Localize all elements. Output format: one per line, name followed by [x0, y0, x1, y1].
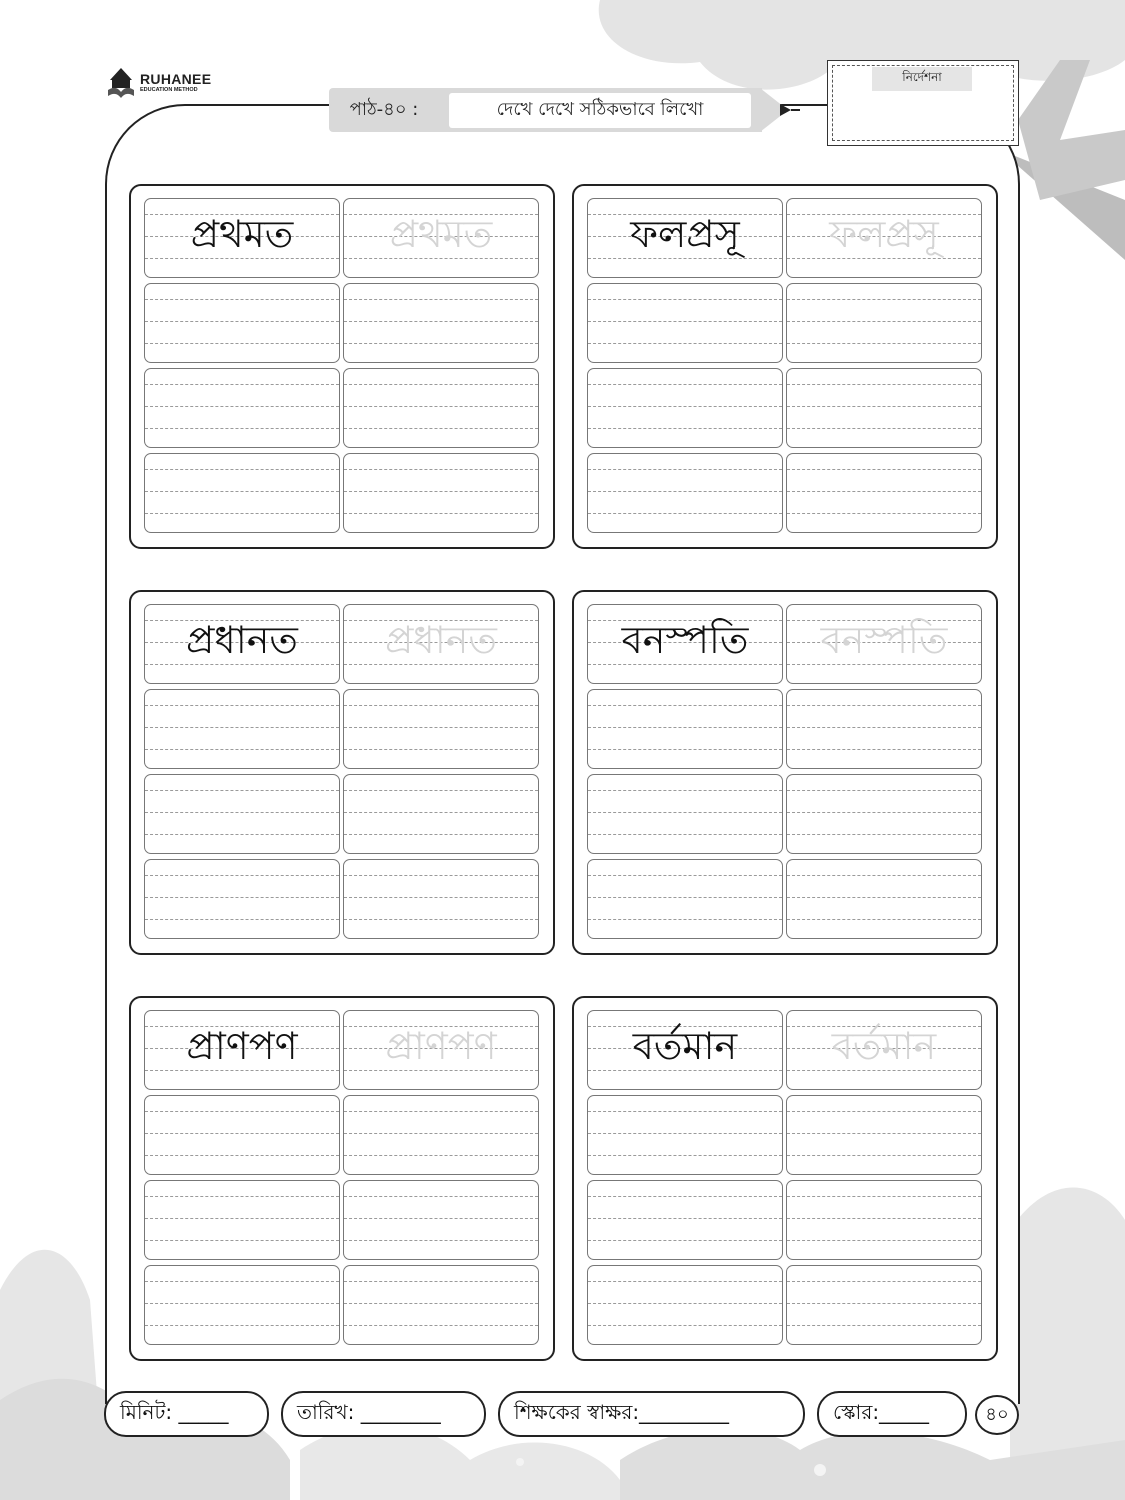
guide-line [344, 513, 538, 514]
guide-line [145, 1240, 339, 1241]
trace-word: বর্তমান [831, 1024, 937, 1068]
word-practice-panel [129, 590, 555, 955]
writing-cell[interactable] [343, 453, 539, 533]
trace-word-cell[interactable] [343, 604, 539, 684]
book-mosque-icon [106, 66, 136, 100]
instruction-label: নির্দেশনা [872, 67, 972, 91]
guide-line [787, 790, 981, 791]
writing-cell[interactable] [144, 689, 340, 769]
guide-line [787, 321, 981, 322]
writing-cell[interactable] [587, 1095, 783, 1175]
guide-line [344, 834, 538, 835]
guide-line [344, 1325, 538, 1326]
word-practice-panel [572, 996, 998, 1361]
guide-line [588, 1281, 782, 1282]
minutes-field[interactable]: মিনিট: _____ [104, 1391, 269, 1437]
guide-line [787, 491, 981, 492]
guide-line [588, 749, 782, 750]
guide-line [344, 321, 538, 322]
model-word: ফলপ্রসূ [630, 212, 740, 256]
guide-line [787, 897, 981, 898]
guide-line [145, 1133, 339, 1134]
guide-line [145, 406, 339, 407]
writing-cell[interactable] [144, 283, 340, 363]
guide-line [145, 875, 339, 876]
guide-line [588, 1196, 782, 1197]
trace-word: প্রধানত [385, 618, 497, 662]
trace-word: প্রথমত [389, 212, 493, 256]
score-field[interactable]: স্কোর:_____ [817, 1391, 967, 1437]
guide-line [145, 384, 339, 385]
trace-word: ফলপ্রসূ [829, 212, 939, 256]
guide-line [145, 1281, 339, 1282]
writing-cell[interactable] [343, 859, 539, 939]
guide-line [588, 428, 782, 429]
guide-line [145, 727, 339, 728]
brand-name: RUHANEE [140, 71, 212, 88]
guide-line [787, 705, 981, 706]
writing-cell[interactable] [587, 774, 783, 854]
writing-cell[interactable] [786, 1180, 982, 1260]
guide-line [588, 1303, 782, 1304]
guide-line [787, 1325, 981, 1326]
writing-cell[interactable] [587, 859, 783, 939]
guide-line [344, 1111, 538, 1112]
guide-line [145, 1325, 339, 1326]
guide-line [145, 513, 339, 514]
guide-line [588, 343, 782, 344]
guide-line [588, 406, 782, 407]
guide-line [344, 491, 538, 492]
writing-cell[interactable] [587, 283, 783, 363]
guide-line [588, 1218, 782, 1219]
guide-line [145, 812, 339, 813]
model-word: বর্তমান [632, 1024, 738, 1068]
guide-line [787, 1133, 981, 1134]
writing-cell[interactable] [786, 368, 982, 448]
model-word-cell [144, 1010, 340, 1090]
lesson-number: পাঠ-৪০ : [329, 88, 439, 132]
guide-line [787, 1303, 981, 1304]
writing-cell[interactable] [144, 368, 340, 448]
guide-line [344, 875, 538, 876]
guide-line [145, 834, 339, 835]
trace-word-cell[interactable] [786, 1010, 982, 1090]
guide-line [344, 428, 538, 429]
guide-line [344, 1281, 538, 1282]
word-practice-panel [129, 996, 555, 1361]
guide-line [787, 406, 981, 407]
guide-line [787, 812, 981, 813]
writing-cell[interactable] [786, 453, 982, 533]
guide-line [145, 1218, 339, 1219]
guide-line [588, 321, 782, 322]
word-practice-panel [572, 184, 998, 549]
model-word-cell [144, 604, 340, 684]
guide-line [145, 428, 339, 429]
guide-line [588, 491, 782, 492]
trace-word: প্রাণপণ [385, 1024, 497, 1068]
guide-line [145, 1196, 339, 1197]
guide-line [344, 1196, 538, 1197]
writing-cell[interactable] [786, 689, 982, 769]
guide-line [588, 919, 782, 920]
pencil-tip-icon [760, 88, 800, 132]
guide-line [787, 1111, 981, 1112]
guide-line [588, 812, 782, 813]
guide-line [145, 299, 339, 300]
guide-line [787, 428, 981, 429]
guide-line [588, 727, 782, 728]
guide-line [787, 919, 981, 920]
writing-cell[interactable] [786, 283, 982, 363]
guide-line [145, 705, 339, 706]
guide-line [145, 321, 339, 322]
trace-word-cell[interactable] [786, 604, 982, 684]
guide-line [145, 469, 339, 470]
guide-line [344, 469, 538, 470]
guide-line [145, 1303, 339, 1304]
guide-line [787, 469, 981, 470]
guide-line [787, 343, 981, 344]
model-word-cell [144, 198, 340, 278]
guide-line [588, 513, 782, 514]
guide-line [344, 897, 538, 898]
guide-line [588, 1133, 782, 1134]
guide-line [145, 343, 339, 344]
guide-line [344, 1303, 538, 1304]
brand-tagline: EDUCATION METHOD [140, 87, 198, 94]
writing-cell[interactable] [587, 1180, 783, 1260]
writing-cell[interactable] [144, 859, 340, 939]
guide-line [588, 469, 782, 470]
guide-line [344, 1155, 538, 1156]
writing-cell[interactable] [343, 1180, 539, 1260]
writing-cell[interactable] [587, 1265, 783, 1345]
guide-line [588, 834, 782, 835]
guide-line [344, 790, 538, 791]
model-word: প্রধানত [186, 618, 298, 662]
trace-word-cell[interactable] [343, 198, 539, 278]
page-number: ৪০ [975, 1395, 1019, 1435]
model-word-cell [587, 198, 783, 278]
writing-cell[interactable] [786, 1265, 982, 1345]
guide-line [145, 491, 339, 492]
guide-line [787, 727, 981, 728]
model-word: বনস্পতি [621, 618, 749, 662]
model-word: প্রথমত [190, 212, 294, 256]
writing-cell[interactable] [786, 774, 982, 854]
writing-cell[interactable] [786, 1095, 982, 1175]
guide-line [588, 1155, 782, 1156]
model-word: প্রাণপণ [186, 1024, 298, 1068]
writing-cell[interactable] [144, 1180, 340, 1260]
guide-line [344, 343, 538, 344]
guide-line [787, 1196, 981, 1197]
writing-cell[interactable] [587, 453, 783, 533]
guide-line [344, 749, 538, 750]
writing-cell[interactable] [343, 774, 539, 854]
guide-line [145, 1155, 339, 1156]
writing-cell[interactable] [343, 689, 539, 769]
guide-line [787, 1240, 981, 1241]
writing-cell[interactable] [343, 1265, 539, 1345]
guide-line [145, 790, 339, 791]
guide-line [588, 384, 782, 385]
teacher-signature-field[interactable]: শিক্ষকের স্বাক্ষর:_________ [498, 1391, 805, 1437]
guide-line [344, 406, 538, 407]
guide-line [588, 897, 782, 898]
model-word-cell [587, 604, 783, 684]
writing-cell[interactable] [786, 859, 982, 939]
guide-line [344, 1240, 538, 1241]
guide-line [787, 1281, 981, 1282]
guide-line [588, 1111, 782, 1112]
guide-line [145, 1111, 339, 1112]
guide-line [145, 897, 339, 898]
guide-line [145, 749, 339, 750]
writing-cell[interactable] [343, 368, 539, 448]
guide-line [787, 875, 981, 876]
guide-line [344, 812, 538, 813]
writing-cell[interactable] [343, 1095, 539, 1175]
writing-cell[interactable] [343, 283, 539, 363]
model-word-cell [587, 1010, 783, 1090]
guide-line [588, 705, 782, 706]
writing-cell[interactable] [144, 774, 340, 854]
guide-line [344, 1133, 538, 1134]
guide-line [344, 705, 538, 706]
lesson-title: দেখে দেখে সঠিকভাবে লিখো [449, 93, 751, 128]
writing-cell[interactable] [587, 689, 783, 769]
writing-cell[interactable] [144, 453, 340, 533]
guide-line [588, 875, 782, 876]
instruction-box [827, 60, 1019, 146]
guide-line [787, 749, 981, 750]
guide-line [344, 919, 538, 920]
guide-line [344, 299, 538, 300]
guide-line [588, 1240, 782, 1241]
guide-line [344, 1218, 538, 1219]
writing-cell[interactable] [144, 1095, 340, 1175]
word-practice-panel [572, 590, 998, 955]
date-field[interactable]: তারিখ: ________ [281, 1391, 486, 1437]
guide-line [787, 513, 981, 514]
guide-line [787, 1218, 981, 1219]
trace-word-cell[interactable] [786, 198, 982, 278]
writing-cell[interactable] [144, 1265, 340, 1345]
guide-line [588, 1325, 782, 1326]
guide-line [344, 384, 538, 385]
guide-line [787, 834, 981, 835]
guide-line [787, 384, 981, 385]
brand-logo [106, 66, 211, 100]
writing-cell[interactable] [587, 368, 783, 448]
word-practice-panel [129, 184, 555, 549]
guide-line [588, 299, 782, 300]
guide-line [787, 1155, 981, 1156]
guide-line [787, 299, 981, 300]
guide-line [588, 790, 782, 791]
guide-line [344, 727, 538, 728]
trace-word: বনস্পতি [820, 618, 948, 662]
guide-line [145, 919, 339, 920]
trace-word-cell[interactable] [343, 1010, 539, 1090]
